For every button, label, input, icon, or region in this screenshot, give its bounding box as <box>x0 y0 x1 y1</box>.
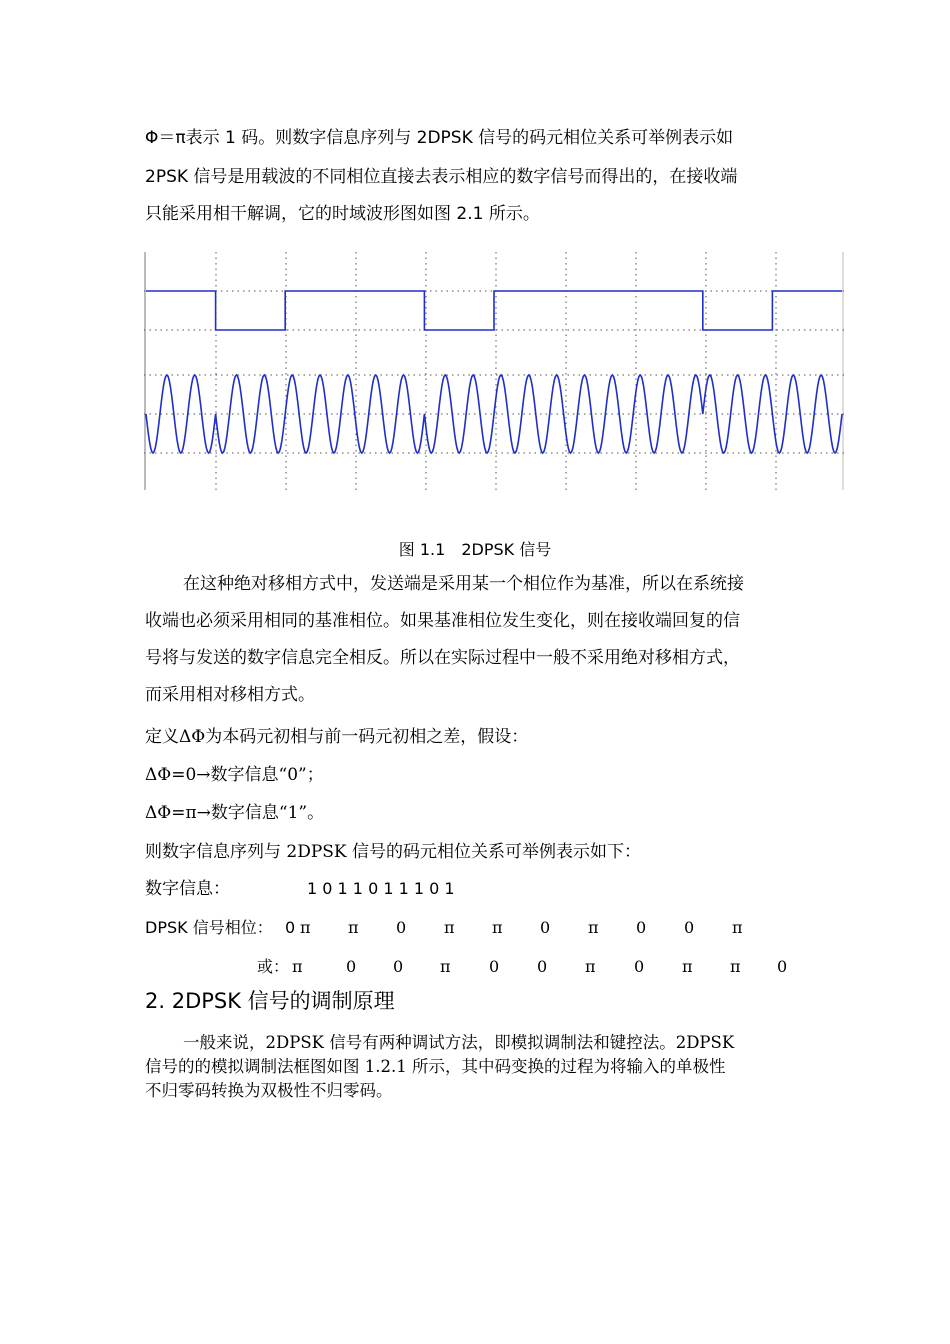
body-p1-line-4: 而采用相对移相方式。 <box>145 685 315 705</box>
phase-value: 0 <box>396 918 407 937</box>
phase-value: π <box>730 957 741 976</box>
section-2-line-2: 信号的的模拟调制法框图如图 1.2.1 所示，其中码变换的过程为将输入的单极性 <box>145 1057 726 1076</box>
phase-value: π <box>682 957 693 976</box>
section-2-heading: 2. 2DPSK 信号的调制原理 <box>145 989 395 1013</box>
phase-value: 0 <box>777 957 788 976</box>
phase-first: 0 <box>285 918 296 937</box>
rule-one: ΔΦ=π→数字信息“1”。 <box>145 803 325 823</box>
phase-value: π <box>440 957 451 976</box>
body-p1-line-1: 在这种绝对移相方式中，发送端是采用某一个相位作为基准，所以在系统接 <box>183 574 744 594</box>
phase-value: 0 <box>634 957 645 976</box>
info-bits: 1 0 1 1 0 1 1 1 0 1 <box>307 879 455 898</box>
phase-label: DPSK 信号相位： <box>145 918 273 937</box>
rule-zero: ΔΦ=0→数字信息“0”； <box>145 765 324 785</box>
intro-line-3: 只能采用相干解调，它的时域波形图如图 2.1 所示。 <box>145 204 540 224</box>
dpsk-carrier-wave <box>146 375 842 453</box>
phase-value: π <box>492 918 503 937</box>
waveform-figure <box>144 252 844 490</box>
phase-value: 0 <box>489 957 500 976</box>
body-p1-line-2: 收端也必须采用相同的基准相位。如果基准相位发生变化，则在接收端回复的信 <box>145 611 740 631</box>
body-p1-line-3: 号将与发送的数字信息完全相反。所以在实际过程中一般不采用绝对移相方式， <box>145 648 740 668</box>
phase-value: π <box>292 957 303 976</box>
info-label: 数字信息： <box>145 879 230 899</box>
figure-grid <box>144 252 844 490</box>
phase-value: π <box>348 918 359 937</box>
section-2-line-1: 一般来说，2DPSK 信号有两种调试方法，即模拟调制法和键控法。2DPSK <box>183 1033 735 1052</box>
phase-value: 0 <box>393 957 404 976</box>
phase-value: π <box>732 918 743 937</box>
alt-label: 或： <box>257 957 290 976</box>
phase-value: 0 <box>636 918 647 937</box>
example-intro: 则数字信息序列与 2DPSK 信号的码元相位关系可举例表示如下： <box>145 842 642 862</box>
intro-line-2: 2PSK 信号是用载波的不同相位直接去表示相应的数字信号而得出的，在接收端 <box>145 167 738 187</box>
definition-line: 定义ΔΦ为本码元初相与前一码元初相之差，假设： <box>145 727 529 747</box>
phase-value: π <box>444 918 455 937</box>
phase-value: π <box>300 918 311 937</box>
section-2-line-3: 不归零码转换为双极性不归零码。 <box>145 1081 393 1100</box>
phase-value: 0 <box>684 918 695 937</box>
phase-value: π <box>588 918 599 937</box>
figure-caption: 图 1.1 2DPSK 信号 <box>398 540 552 559</box>
phase-value: π <box>585 957 596 976</box>
phase-value: 0 <box>540 918 551 937</box>
intro-line-1: Φ＝π表示 1 码。则数字信息序列与 2DPSK 信号的码元相位关系可举例表示如 <box>145 128 734 148</box>
phase-value: 0 <box>346 957 357 976</box>
baseband-square-wave <box>146 291 842 330</box>
phase-value: 0 <box>537 957 548 976</box>
